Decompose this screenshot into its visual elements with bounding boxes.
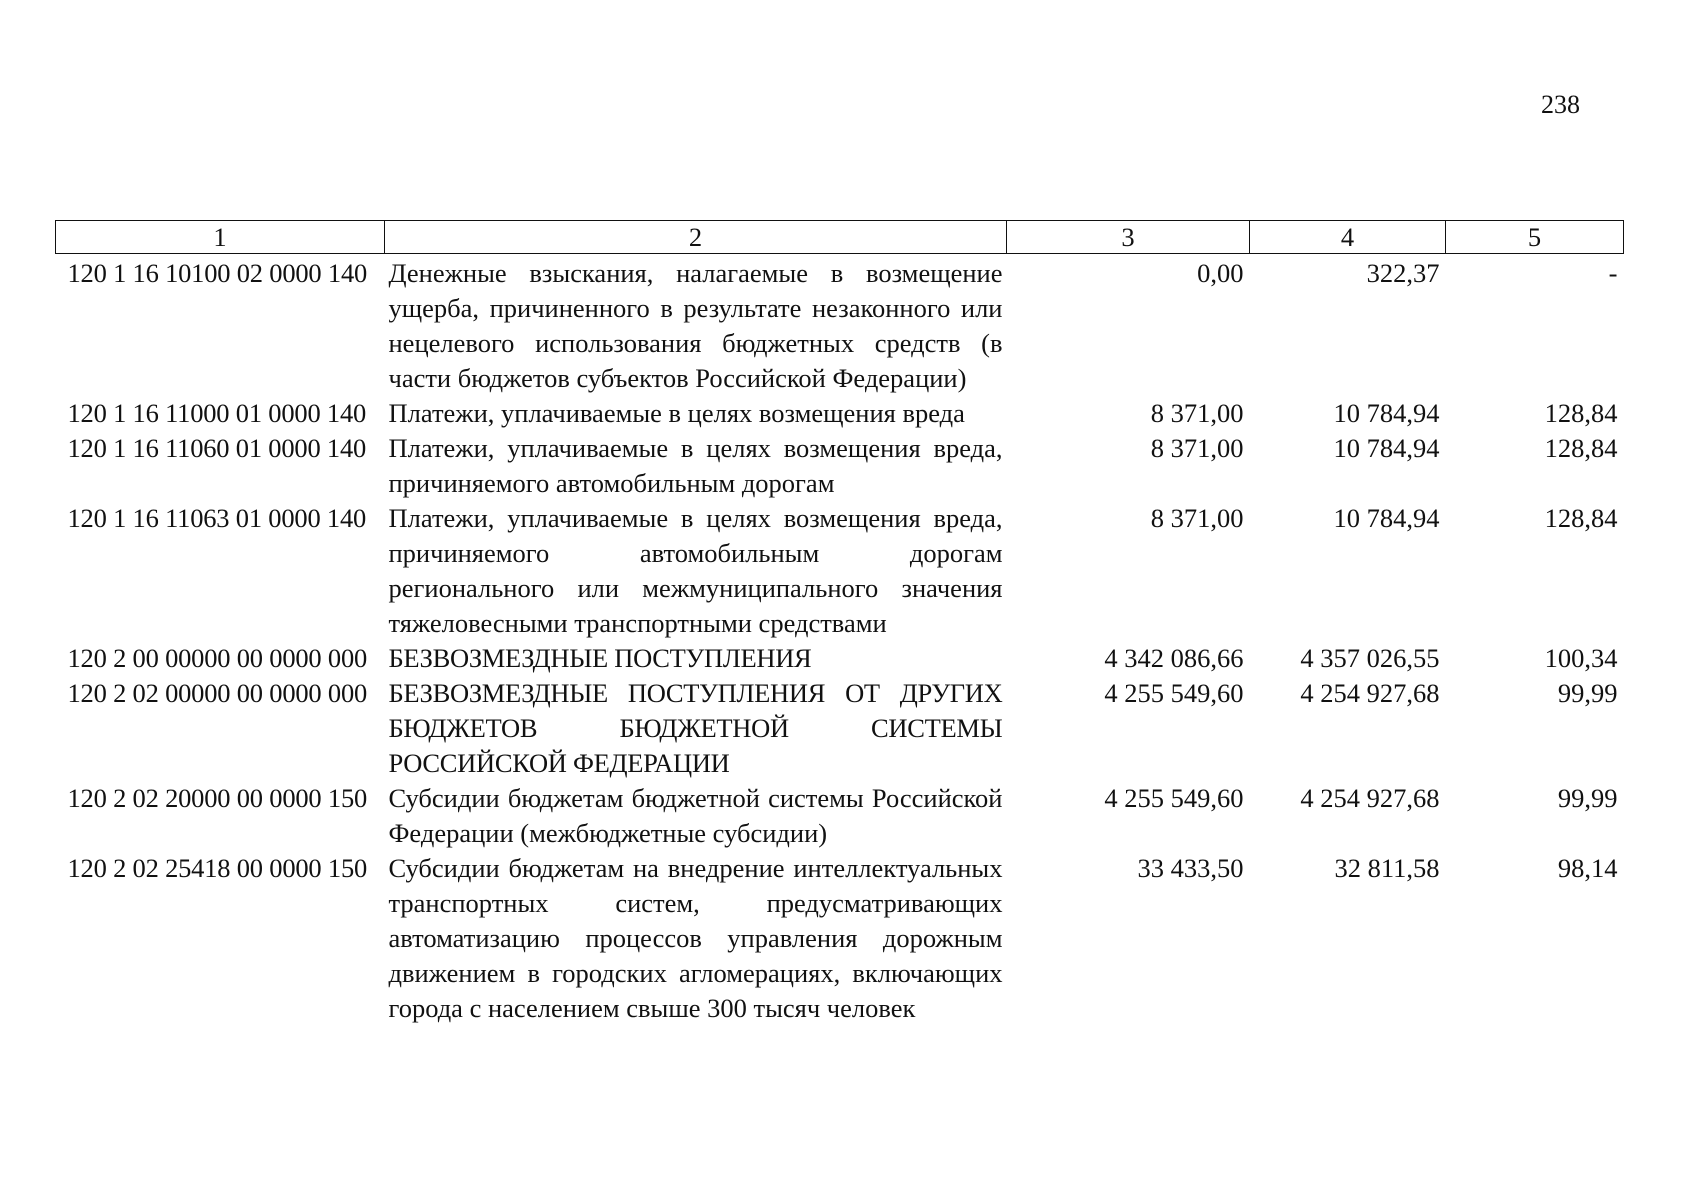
budget-code: 120 1 16 10100 02 0000 140 (67, 258, 368, 288)
value-col-4: 32 811,58 (1334, 853, 1440, 883)
value-col-3: 4 255 549,60 (1104, 783, 1244, 813)
budget-code: 120 2 02 25418 00 0000 150 (67, 853, 368, 883)
value-col-3: 4 342 086,66 (1104, 643, 1244, 673)
value-col-5: - (1608, 258, 1618, 288)
value-col-5: 128,84 (1544, 398, 1618, 428)
value-col-4: 10 784,94 (1333, 503, 1440, 533)
value-col-5: 99,99 (1557, 678, 1618, 708)
budget-table (55, 220, 1624, 1026)
table-row (56, 254, 1624, 397)
item-name: Платежи, уплачиваемые в целях возмещения вреда, причиняемого автомобильным дорогам (388, 433, 1003, 498)
value-col-5: 99,99 (1557, 783, 1618, 813)
value-col-3: 33 433,50 (1137, 853, 1244, 883)
header-col-5: 5 (1446, 221, 1624, 254)
header-col-1: 1 (56, 221, 385, 254)
table-row (56, 396, 1624, 431)
table-row (56, 431, 1624, 501)
value-col-5: 128,84 (1544, 503, 1618, 533)
item-name: БЕЗВОЗМЕЗДНЫЕ ПОСТУПЛЕНИЯ ОТ ДРУГИХ БЮДЖЕТОВ БЮДЖЕТНОЙ СИСТЕМЫ РОССИЙСКОЙ ФЕДЕРАЦИИ (388, 678, 1003, 778)
value-col-5: 98,14 (1557, 853, 1618, 883)
value-col-5: 128,84 (1544, 433, 1618, 463)
value-col-3: 8 371,00 (1150, 433, 1244, 463)
value-col-3: 0,00 (1197, 258, 1244, 288)
budget-code: 120 2 02 00000 00 0000 000 (67, 678, 368, 708)
header-col-4: 4 (1250, 221, 1446, 254)
table-row (56, 641, 1624, 676)
table-row (56, 676, 1624, 781)
value-col-4: 322,37 (1366, 258, 1440, 288)
value-col-5: 100,34 (1544, 643, 1618, 673)
value-col-3: 8 371,00 (1150, 398, 1244, 428)
value-col-3: 8 371,00 (1150, 503, 1244, 533)
table-body (56, 254, 1624, 1027)
budget-code: 120 1 16 11000 01 0000 140 (67, 398, 367, 428)
value-col-4: 4 254 927,68 (1300, 783, 1440, 813)
item-name: Субсидии бюджетам бюджетной системы Российской Федерации (межбюджетные субсидии) (388, 783, 1003, 848)
value-col-4: 4 357 026,55 (1300, 643, 1440, 673)
budget-code: 120 1 16 11060 01 0000 140 (67, 433, 367, 463)
budget-code: 120 2 02 20000 00 0000 150 (67, 783, 368, 813)
table-row (56, 501, 1624, 641)
page-number: 238 (1541, 90, 1580, 119)
item-name: Платежи, уплачиваемые в целях возмещения вреда (388, 398, 965, 428)
value-col-3: 4 255 549,60 (1104, 678, 1244, 708)
item-name: Платежи, уплачиваемые в целях возмещения вреда, причиняемого автомобильным дорогам регионального или межмуниципального значения тяжеловесными транспортными средствами (388, 503, 1003, 638)
table-row (56, 781, 1624, 851)
item-name: Субсидии бюджетам на внедрение интеллектуальных транспортных систем, предусматривающих автоматизацию процессов управления дорожным движением в городских агломерациях, включающих города с населением свыше 300 тысяч человек (388, 853, 1003, 1023)
table-header (56, 221, 1624, 254)
header-col-2: 2 (385, 221, 1007, 254)
budget-code: 120 2 00 00000 00 0000 000 (67, 643, 368, 673)
item-name: БЕЗВОЗМЕЗДНЫЕ ПОСТУПЛЕНИЯ (388, 643, 812, 673)
header-row (56, 221, 1624, 254)
value-col-4: 10 784,94 (1333, 433, 1440, 463)
header-col-3: 3 (1007, 221, 1250, 254)
value-col-4: 10 784,94 (1333, 398, 1440, 428)
table-row (56, 851, 1624, 1026)
value-col-4: 4 254 927,68 (1300, 678, 1440, 708)
budget-code: 120 1 16 11063 01 0000 140 (67, 503, 367, 533)
item-name: Денежные взыскания, налагаемые в возмещение ущерба, причиненного в результате незаконного или нецелевого использования бюджетных средств (в части бюджетов субъектов Российской Федерации) (388, 258, 1003, 393)
